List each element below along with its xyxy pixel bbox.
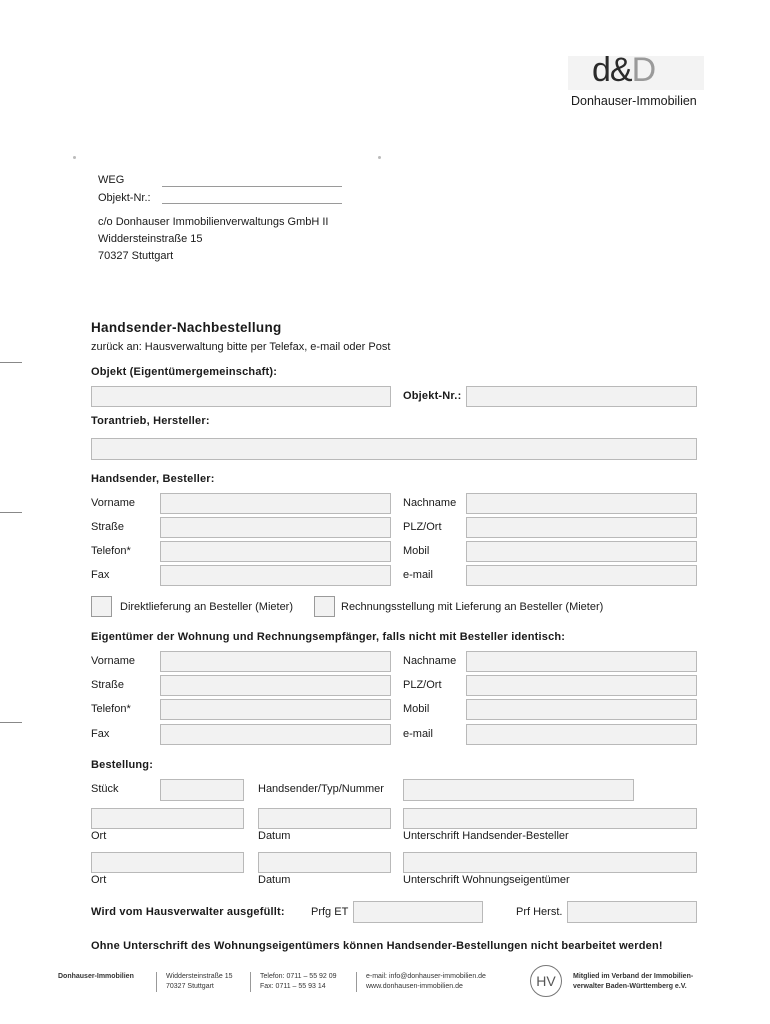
logo-mark-amp: & bbox=[609, 51, 632, 89]
besteller-heading: Handsender, Besteller: bbox=[91, 473, 215, 485]
fold-mark-3 bbox=[0, 722, 22, 723]
besteller-telefon-input[interactable] bbox=[160, 541, 391, 562]
besteller-signature-input[interactable] bbox=[403, 808, 697, 829]
prfg-et-input[interactable] bbox=[353, 901, 483, 923]
hausverwalter-label: Wird vom Hausverwalter ausgefüllt: bbox=[91, 906, 285, 918]
footer-fax: Fax: 0711 – 55 93 14 bbox=[260, 983, 326, 990]
objekt-nr-address-label: Objekt-Nr.: bbox=[98, 192, 151, 204]
besteller-strasse-label: Straße bbox=[91, 521, 125, 533]
eigentuemer-vorname-label: Vorname bbox=[91, 655, 136, 667]
besteller-vorname-label: Vorname bbox=[91, 497, 136, 509]
besteller-telefon-label: Telefon* bbox=[91, 545, 131, 557]
footer-city: 70327 Stuttgart bbox=[166, 983, 214, 990]
footer-member-1: Mitglied im Verband der Immobilien- bbox=[573, 973, 694, 980]
footer-member-2: verwalter Baden-Württemberg e.V. bbox=[573, 983, 687, 990]
footer-divider-2 bbox=[250, 972, 251, 992]
prf-herst-input[interactable] bbox=[567, 901, 697, 923]
weg-label: WEG bbox=[98, 174, 125, 186]
eigentuemer-strasse-label: Straße bbox=[91, 679, 125, 691]
bestellung-heading: Bestellung: bbox=[91, 759, 154, 771]
direktlieferung-checkbox[interactable] bbox=[91, 596, 112, 617]
besteller-nachname-input[interactable] bbox=[466, 493, 697, 514]
logo-mark-right: D bbox=[631, 51, 656, 89]
besteller-signature-label: Unterschrift Handsender-Besteller bbox=[403, 830, 569, 842]
footer-company: Donhauser-Immobilien bbox=[58, 973, 134, 980]
eigentuemer-vorname-input[interactable] bbox=[160, 651, 391, 672]
fold-dot-left bbox=[73, 156, 76, 159]
besteller-fax-input[interactable] bbox=[160, 565, 391, 586]
fold-mark-1 bbox=[0, 362, 22, 363]
footer-telefon: Telefon: 0711 – 55 92 09 bbox=[260, 973, 337, 980]
besteller-nachname-label: Nachname bbox=[403, 497, 457, 509]
eigentuemer-email-label: e-mail bbox=[403, 728, 433, 740]
besteller-mobil-label: Mobil bbox=[403, 545, 430, 557]
eigentuemer-heading: Eigentümer der Wohnung und Rechnungsempfänger, falls nicht mit Besteller identisch: bbox=[91, 631, 566, 643]
handsender-typ-input[interactable] bbox=[403, 779, 634, 801]
eigentuemer-strasse-input[interactable] bbox=[160, 675, 391, 696]
besteller-plz-ort-label: PLZ/Ort bbox=[403, 521, 442, 533]
torantrieb-input[interactable] bbox=[91, 438, 697, 460]
fold-mark-2 bbox=[0, 512, 22, 513]
address-line-3: 70327 Stuttgart bbox=[98, 250, 174, 262]
eigentuemer-plz-ort-input[interactable] bbox=[466, 675, 697, 696]
eigentuemer-email-input[interactable] bbox=[466, 724, 697, 745]
prfg-et-label: Prfg ET bbox=[311, 906, 349, 918]
objekt-nr-input[interactable] bbox=[466, 386, 697, 407]
besteller-strasse-input[interactable] bbox=[160, 517, 391, 538]
besteller-mobil-input[interactable] bbox=[466, 541, 697, 562]
address-line-2: Widdersteinstraße 15 bbox=[98, 233, 203, 245]
logo-mark-left: d bbox=[592, 51, 610, 89]
besteller-vorname-input[interactable] bbox=[160, 493, 391, 514]
besteller-ort-input[interactable] bbox=[91, 808, 244, 829]
besteller-email-input[interactable] bbox=[466, 565, 697, 586]
besteller-fax-label: Fax bbox=[91, 569, 110, 581]
eigentuemer-signature-input[interactable] bbox=[403, 852, 697, 873]
besteller-ort-label: Ort bbox=[91, 830, 107, 842]
footer-web: www.donhausen-immobilien.de bbox=[366, 983, 463, 990]
footer-divider-3 bbox=[356, 972, 357, 992]
handsender-typ-label: Handsender/Typ/Nummer bbox=[258, 783, 384, 795]
page-subtitle: zurück an: Hausverwaltung bitte per Telefax, e-mail oder Post bbox=[91, 341, 391, 353]
logo-company-name: Donhauser-Immobilien bbox=[571, 94, 697, 108]
eigentuemer-telefon-label: Telefon* bbox=[91, 703, 131, 715]
logo-mark bbox=[592, 50, 655, 90]
rechnungsstellung-label: Rechnungsstellung mit Lieferung an Besteller (Mieter) bbox=[341, 601, 604, 613]
eigentuemer-datum-input[interactable] bbox=[258, 852, 391, 873]
objekt-nr-underline bbox=[162, 203, 342, 204]
rechnungsstellung-checkbox[interactable] bbox=[314, 596, 335, 617]
objekt-input[interactable] bbox=[91, 386, 391, 407]
page-title: Handsender-Nachbestellung bbox=[91, 320, 282, 335]
eigentuemer-plz-ort-label: PLZ/Ort bbox=[403, 679, 442, 691]
verband-logo bbox=[530, 965, 562, 997]
footer-divider-1 bbox=[156, 972, 157, 992]
eigentuemer-nachname-label: Nachname bbox=[403, 655, 457, 667]
eigentuemer-fax-label: Fax bbox=[91, 728, 110, 740]
besteller-email-label: e-mail bbox=[403, 569, 433, 581]
eigentuemer-ort-input[interactable] bbox=[91, 852, 244, 873]
warning-note: Ohne Unterschrift des Wohnungseigentümers können Handsender-Bestellungen nicht bearbeitet werden! bbox=[91, 940, 663, 952]
besteller-datum-label: Datum bbox=[258, 830, 291, 842]
objekt-heading: Objekt (Eigentümergemeinschaft): bbox=[91, 366, 278, 378]
eigentuemer-signature-label: Unterschrift Wohnungseigentümer bbox=[403, 874, 570, 886]
verband-logo-letters: HV bbox=[536, 973, 556, 989]
eigentuemer-telefon-input[interactable] bbox=[160, 699, 391, 720]
stueck-input[interactable] bbox=[160, 779, 244, 801]
torantrieb-heading: Torantrieb, Hersteller: bbox=[91, 415, 210, 427]
objekt-nr-label: Objekt-Nr.: bbox=[403, 390, 462, 402]
weg-underline bbox=[162, 186, 342, 187]
stueck-label: Stück bbox=[91, 783, 119, 795]
eigentuemer-mobil-label: Mobil bbox=[403, 703, 430, 715]
besteller-datum-input[interactable] bbox=[258, 808, 391, 829]
eigentuemer-datum-label: Datum bbox=[258, 874, 291, 886]
besteller-plz-ort-input[interactable] bbox=[466, 517, 697, 538]
eigentuemer-ort-label: Ort bbox=[91, 874, 107, 886]
fold-dot-right bbox=[378, 156, 381, 159]
eigentuemer-mobil-input[interactable] bbox=[466, 699, 697, 720]
footer-street: Widdersteinstraße 15 bbox=[166, 973, 233, 980]
prf-herst-label: Prf Herst. bbox=[516, 906, 563, 918]
eigentuemer-fax-input[interactable] bbox=[160, 724, 391, 745]
address-line-1: c/o Donhauser Immobilienverwaltungs GmbH II bbox=[98, 216, 329, 228]
eigentuemer-nachname-input[interactable] bbox=[466, 651, 697, 672]
footer-email: e-mail: info@donhauser-immobilien.de bbox=[366, 973, 486, 980]
direktlieferung-label: Direktlieferung an Besteller (Mieter) bbox=[120, 601, 294, 613]
